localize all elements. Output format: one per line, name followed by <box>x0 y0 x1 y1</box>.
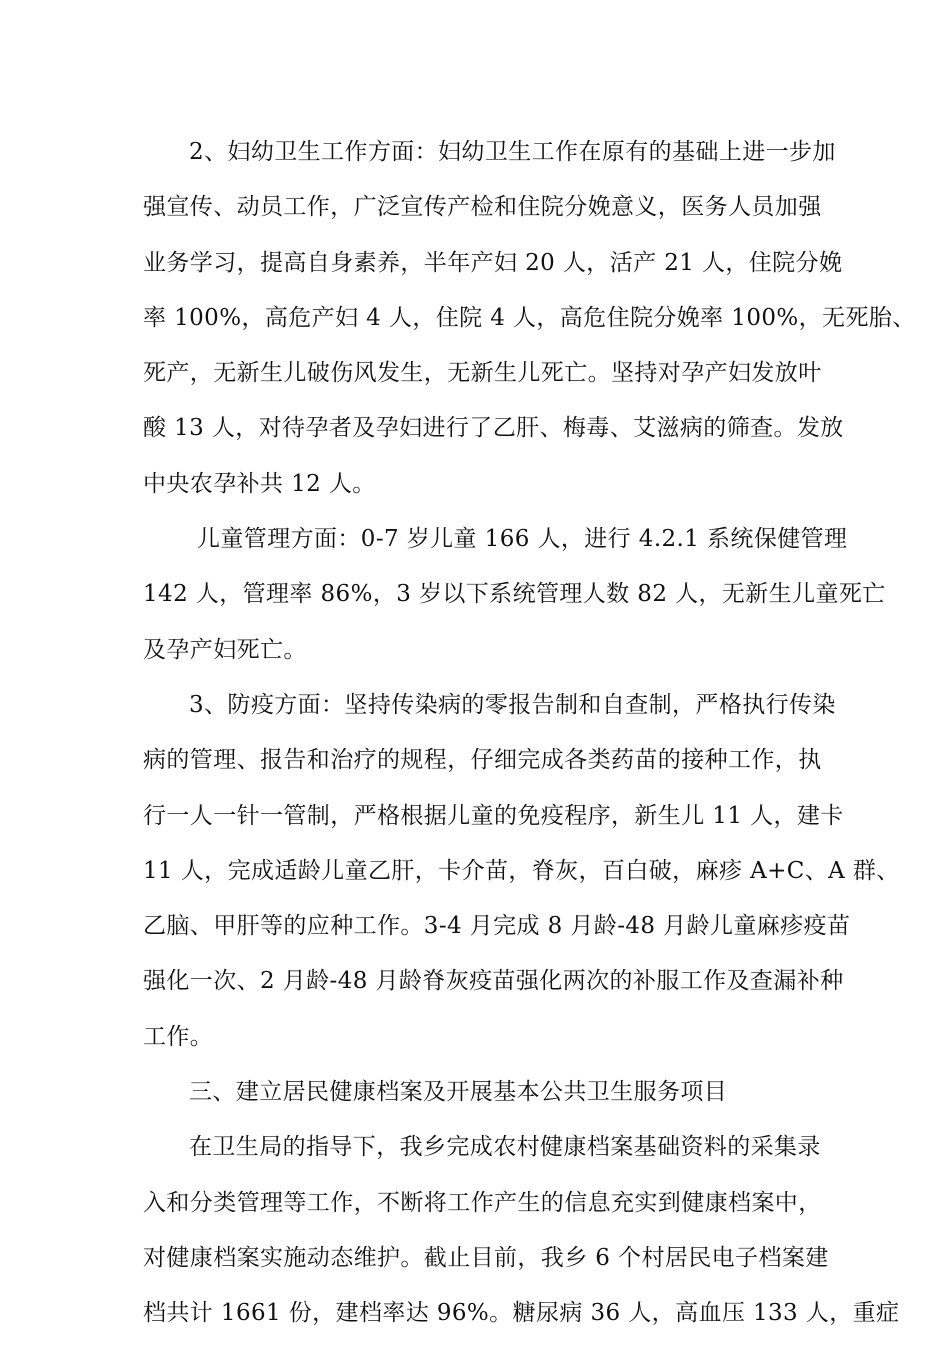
paragraph-epidemic-prevention-line-4: 11 人，完成适龄儿童乙肝，卡介苗，脊灰，百白破，麻疹 A+C、A 群、 <box>143 857 900 884</box>
paragraph-health-records-line-1: 在卫生局的指导下，我乡完成农村健康档案基础资料的采集录 <box>189 1134 821 1161</box>
paragraph-child-management-line-3: 及孕产妇死亡。 <box>143 636 307 663</box>
paragraph-epidemic-prevention-line-1: 3、防疫方面：坚持传染病的零报告制和自查制，严格执行传染 <box>189 691 836 718</box>
paragraph-child-management-line-2: 142 人，管理率 86%，3 岁以下系统管理人数 82 人，无新生儿童死亡 <box>143 581 886 608</box>
paragraph-health-records-line-4: 档共计 1661 份，建档率达 96%。糖尿病 36 人，高血压 133 人，重症 <box>143 1300 900 1327</box>
paragraph-maternal-health-line-7: 中央农孕补共 12 人。 <box>143 470 376 497</box>
paragraph-epidemic-prevention-line-5: 乙脑、甲肝等的应种工作。3-4 月完成 8 月龄-48 月龄儿童麻疹疫苗 <box>143 913 851 940</box>
paragraph-maternal-health-line-4: 率 100%，高危产妇 4 人，住院 4 人，高危住院分娩率 100%，无死胎、 <box>143 304 916 331</box>
paragraph-health-records-line-3: 对健康档案实施动态维护。截止目前，我乡 6 个村居民电子档案建 <box>143 1244 829 1271</box>
paragraph-epidemic-prevention-line-6: 强化一次、2 月龄-48 月龄脊灰疫苗强化两次的补服工作及查漏补种 <box>143 968 844 995</box>
paragraph-maternal-health-line-2: 强宣传、动员工作，广泛宣传产检和住院分娩意义，医务人员加强 <box>143 194 822 221</box>
paragraph-child-management-line-1: 儿童管理方面：0-7 岁儿童 166 人，进行 4.2.1 系统保健管理 <box>197 526 848 553</box>
paragraph-health-records-line-2: 入和分类管理等工作，不断将工作产生的信息充实到健康档案中， <box>143 1189 822 1216</box>
paragraph-maternal-health-line-1: 2、妇幼卫生工作方面：妇幼卫生工作在原有的基础上进一步加 <box>189 139 836 165</box>
document-body <box>143 132 916 1349</box>
paragraph-maternal-health-line-5: 死产，无新生儿破伤风发生，无新生儿死亡。坚持对孕产妇发放叶 <box>143 360 822 387</box>
paragraph-epidemic-prevention-line-2: 病的管理、报告和治疗的规程，仔细完成各类药苗的接种工作，执 <box>143 747 822 774</box>
section-heading-health-records: 三、建立居民健康档案及开展基本公共卫生服务项目 <box>189 1079 728 1106</box>
paragraph-maternal-health-line-3: 业务学习，提高自身素养，半年产妇 20 人，活产 21 人，住院分娩 <box>143 249 843 276</box>
paragraph-maternal-health-line-6: 酸 13 人，对待孕者及孕妇进行了乙肝、梅毒、艾滋病的筛查。发放 <box>143 415 844 442</box>
paragraph-epidemic-prevention-line-7: 工作。 <box>143 1023 214 1050</box>
paragraph-epidemic-prevention-line-3: 行一人一针一管制，严格根据儿童的免疫程序，新生儿 11 人，建卡 <box>143 802 844 829</box>
